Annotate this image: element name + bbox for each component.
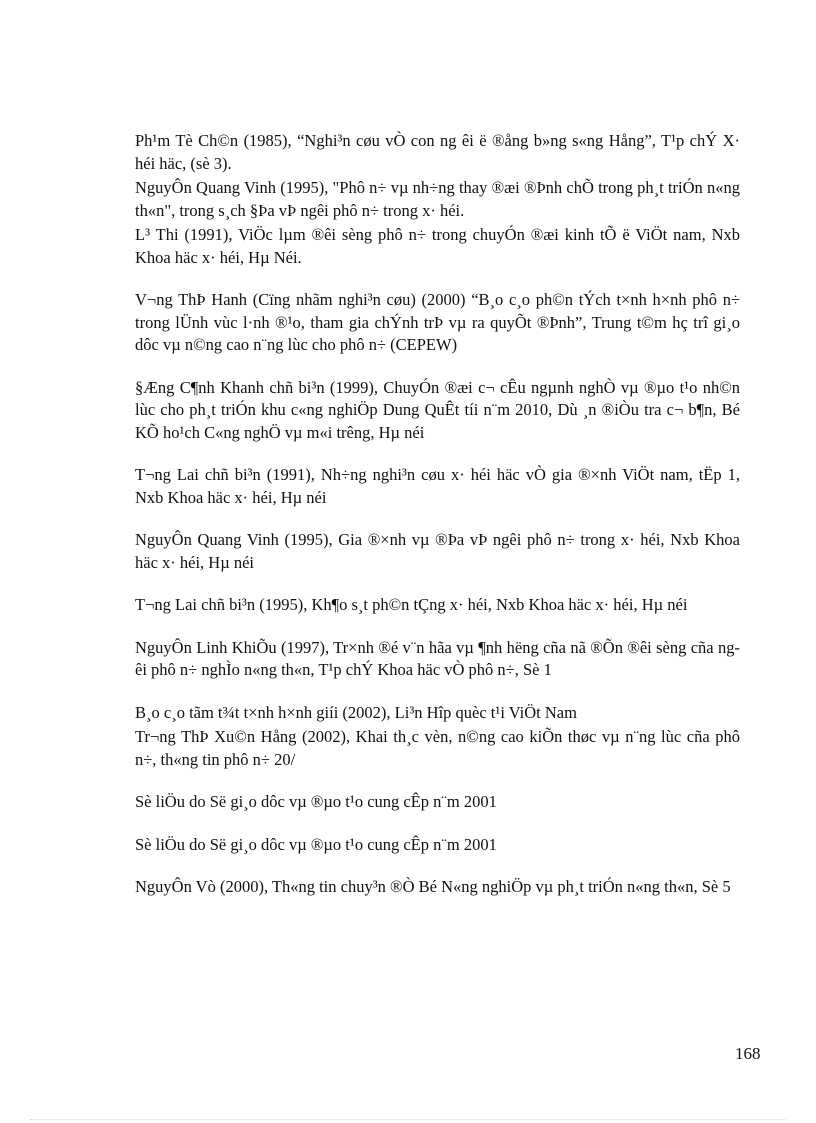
- reference-entry: Sè liÖu do Së gi¸o dôc vµ ®µo t¹o cung cÊp n¨m 2001: [135, 792, 497, 811]
- page-number: 168: [735, 1044, 761, 1063]
- bibliography: [135, 130, 740, 899]
- reference-entry: L³ Thi (1991), ViÖc lµm ®êi sèng phô n÷ trong chuyÓn ®æi kinh tÕ ë ViÖt nam, Nxb Khoa häc x· héi, Hµ Néi.: [135, 225, 740, 267]
- reference-entry: NguyÔn Linh KhiÕu (1997), Tr×nh ®é v¨n hãa vµ ¶nh hëng cña nã ®Õn ®êi sèng cña ngêi phô n÷ nghÌo n«ng th«n, T¹p chÝ Khoa häc vÒ phô n÷, Sè 1: [135, 637, 740, 679]
- reference-entry: NguyÔn Quang Vinh (1995), Gia ®×nh vµ ®Þa vÞ ngêi phô n÷ trong x· héi, Nxb Khoa häc x· héi, Hµ néi: [135, 530, 740, 572]
- reference-entry: NguyÔn Vò (2000), Th«ng tin chuy³n ®Ò Bé N«ng nghiÖp vµ ph¸t triÓn n«ng th«n, Sè 5: [135, 877, 731, 896]
- page-bottom-divider: [30, 1119, 786, 1120]
- reference-entry: §Æng C¶nh Khanh chñ bi³n (1999), ChuyÓn ®æi c¬ cÊu ngµnh nghÒ vµ ®µo t¹o nh©n lùc cho ph¸t triÓn khu c«ng nghiÖp Dung QuÊt tíi n¨m 2010, Dù ¸n ®iÒu tra c¬ b¶n, Bé KÕ ho¹ch C«ng nghÖ vµ m«i trêng, Hµ néi: [135, 377, 740, 442]
- reference-entry: T¬ng Lai chñ bi³n (1991), Nh÷ng nghi³n cøu x· héi häc vÒ gia ®×nh ViÖt nam, tËp 1, Nxb Khoa häc x· héi, Hµ néi: [135, 465, 740, 507]
- reference-entry: T¬ng Lai chñ bi³n (1995), Kh¶o s¸t ph©n tÇng x· héi, Nxb Khoa häc x· héi, Hµ néi: [135, 595, 688, 614]
- reference-entry: Ph¹m Tè Ch©n (1985), “Nghi³n cøu vÒ con ng êi ë ®ång b»ng s«ng Hång”, T¹p chÝ X· héi häc, (sè 3).: [135, 131, 740, 173]
- reference-entry: V¬ng ThÞ Hanh (Cïng nhãm nghi³n cøu) (2000) “B¸o c¸o ph©n tÝch t×nh h×nh phô n÷ trong lÜnh vùc l·nh ®¹o, tham gia chÝnh trÞ vµ ra quyÕt ®Þnh”, Trung t©m hç trî gi¸o dôc vµ n©ng cao n¨ng lùc cho phô n÷ (CEPEW): [135, 290, 740, 354]
- reference-entry: Tr¬ng ThÞ Xu©n Hång (2002), Khai th¸c vèn, n©ng cao kiÕn thøc vµ n¨ng lùc cña phô n÷, th«ng tin phô n÷ 20/: [135, 727, 740, 769]
- reference-entry: Sè liÖu do Së gi¸o dôc vµ ®µo t¹o cung cÊp n¨m 2001: [135, 834, 497, 854]
- reference-entry: B¸o c¸o tãm t¾t t×nh h×nh giíi (2002), Li³n Hîp quèc t¹i ViÖt Nam: [135, 702, 577, 722]
- reference-entry: NguyÔn Quang Vinh (1995), "Phô n÷ vµ nh÷ng thay ®æi ®Þnh chÕ trong ph¸t triÓn n«ng th«n", trong s¸ch §Þa vÞ ngêi phô n÷ trong x· héi.: [135, 178, 740, 220]
